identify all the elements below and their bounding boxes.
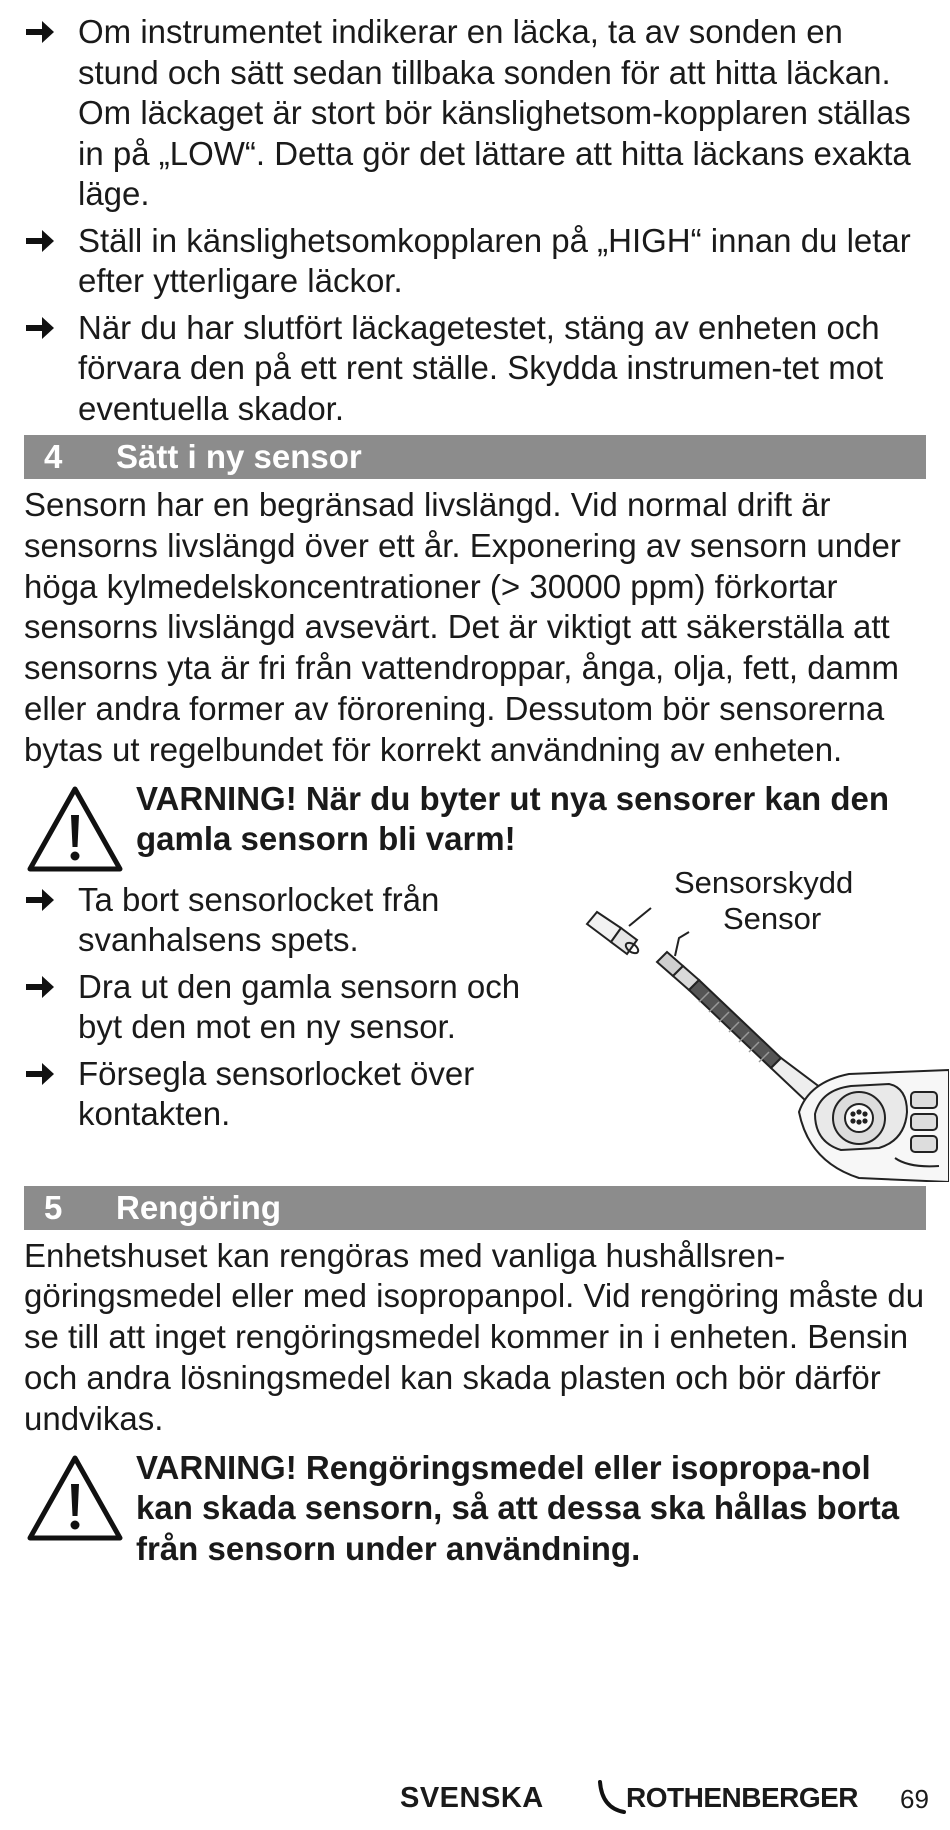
- manual-page: [24, 12, 926, 1569]
- bullet-text: Om instrumentet indikerar en läcka, ta av sonden en stund och sätt sedan tillbaka sonden för att hitta läckan. Om läckaget är stort bör känslighetsom-kopplaren ställas in på „LOW“. Detta gör det lättare att hitta läckans exakta läge.: [78, 13, 911, 212]
- bullet-item: [24, 967, 524, 1048]
- footer-language: SVENSKA: [400, 1782, 544, 1814]
- sensor-label: Sensor: [723, 900, 822, 936]
- bullet-item: [24, 308, 926, 430]
- section-body: Sensorn har en begränsad livslängd. Vid normal drift är sensorns livslängd över ett år. Exponering av sensorn under höga kylmedelskoncentrationer (> 30000 ppm) förkortar sensorns livslängd avsevärt. Det är viktigt att säkerställa att sensorns yta är fri från vattendroppar, ånga, olja, fett, damm eller andra former av förorening. Dessutom bör sensorerna bytas ut regelbundet för korrekt användning av enheten.: [24, 486, 901, 768]
- bullet-text: När du har slutfört läckagetestet, stäng av enheten och förvara den på ett rent ställe. Skydda instrumen-tet mot eventuella skador.: [78, 308, 884, 427]
- warning-block: [24, 779, 926, 860]
- arrow-right-icon: [24, 18, 56, 46]
- bullet-text: Dra ut den gamla sensorn och byt den mot en ny sensor.: [78, 967, 521, 1046]
- page-footer: [0, 1782, 950, 1826]
- brand-name: ROTHENBERGER: [626, 1782, 859, 1813]
- sensor-replacement-area: [24, 862, 926, 1182]
- brand-logo: [596, 1778, 858, 1818]
- bullet-item: [24, 1054, 524, 1135]
- page-number: 69: [900, 1784, 929, 1814]
- bullet-text: Ta bort sensorlocket från svanhalsens spets.: [78, 880, 440, 959]
- arrow-right-icon: [24, 1060, 56, 1088]
- arrow-right-icon: [24, 886, 56, 914]
- warning-text: VARNING! Rengöringsmedel eller isopropa-nol kan skada sensorn, så att dessa ska hållas borta från sensorn under användning.: [136, 1448, 900, 1567]
- section-title: Sätt i ny sensor: [116, 438, 362, 475]
- bullet-text: Försegla sensorlocket över kontakten.: [78, 1054, 475, 1133]
- bullet-item: [24, 221, 926, 302]
- rothenberger-swoosh-icon: [596, 1778, 626, 1818]
- warning-triangle-icon: [26, 785, 124, 873]
- bullet-item: [24, 880, 524, 961]
- warning-triangle-icon: [26, 1454, 124, 1542]
- leak-detector-illustration: [559, 862, 949, 1182]
- section-body: Enhetshuset kan rengöras med vanliga hushållsren-göringsmedel eller med isopropanpol. Vid rengöring måste du se till att inget rengöringsmedel kommer in i enheten. Bensin och andra lösningsmedel kan skada plasten och bör därför undvikas.: [24, 1236, 925, 1437]
- section-number: 4: [44, 438, 63, 475]
- arrow-right-icon: [24, 314, 56, 342]
- sensor-cap-label: Sensorskydd: [674, 864, 854, 900]
- section-heading: [24, 1186, 926, 1230]
- steps-list: [24, 880, 524, 1141]
- bullet-text: Ställ in känslighetsomkopplaren på „HIGH“ innan du letar efter ytterligare läckor.: [78, 221, 911, 299]
- section-heading: [24, 435, 926, 479]
- section-number: 5: [44, 1188, 63, 1226]
- section-title: Rengöring: [116, 1188, 281, 1226]
- warning-block: [24, 1448, 926, 1570]
- warning-text: VARNING! När du byter ut nya sensorer kan den gamla sensorn bli varm!: [136, 779, 890, 858]
- arrow-right-icon: [24, 227, 56, 255]
- arrow-right-icon: [24, 973, 56, 1001]
- bullet-item: [24, 12, 926, 215]
